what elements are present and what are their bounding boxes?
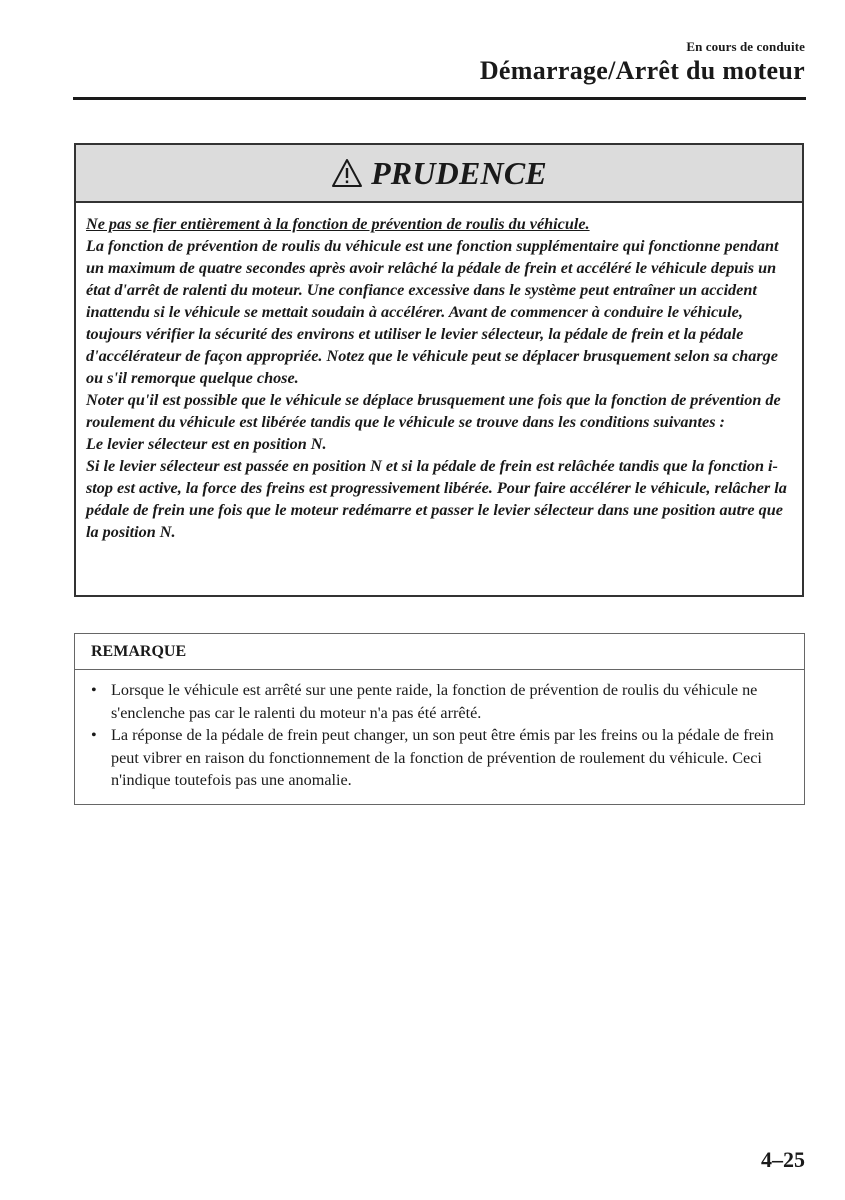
caution-paragraph: Noter qu'il est possible que le véhicule se déplace brusquement une fois que la fonction de prévention de roulement du véhicule est libérée tandis que le véhicule se trouve dans les conditions suivantes : <box>86 391 781 431</box>
caution-paragraph: Le levier sélecteur est en position N. <box>86 435 327 453</box>
list-item <box>89 724 796 792</box>
list-item <box>89 679 796 724</box>
caution-body <box>76 203 802 543</box>
bullet-icon: • <box>91 681 97 699</box>
caution-box <box>74 143 804 597</box>
header-divider <box>73 97 806 100</box>
note-box <box>74 633 805 805</box>
warning-triangle-icon <box>331 158 363 188</box>
bullet-icon: • <box>91 726 97 744</box>
caution-paragraph: Si le levier sélecteur est passée en position N et si la pédale de frein est relâchée tandis que la fonction i-stop est active, la force des freins est progressivement libérée. Pour faire accélérer le véhicule, relâcher la pédale de frein une fois que le moteur redémarre et passer le levier sélecteur dans une position autre que la position N. <box>86 457 787 541</box>
note-item-text: La réponse de la pédale de frein peut changer, un son peut être émis par les freins ou la pédale de frein peut vibrer en raison du fonctionnement de la fonction de prévention de roulement du véhicule. Ceci n'indique toutefois pas une anomalie. <box>111 726 774 789</box>
section-label: En cours de conduite <box>686 39 805 54</box>
note-title: REMARQUE <box>75 634 804 670</box>
note-list <box>89 679 796 792</box>
caution-header <box>76 145 802 203</box>
note-body <box>75 670 804 792</box>
page-title: Démarrage/Arrêt du moteur <box>479 56 805 85</box>
note-item-text: Lorsque le véhicule est arrêté sur une pente raide, la fonction de prévention de roulis du véhicule ne s'enclenche pas car le ralenti du moteur n'a pas été arrêté. <box>111 681 758 722</box>
caution-paragraph: La fonction de prévention de roulis du véhicule est une fonction supplémentaire qui fonctionne pendant un maximum de quatre secondes après avoir relâché la pédale de frein et accéléré le véhicule depuis un état d'arrêt de ralenti du moteur. Une confiance excessive dans le système peut entraîner un accident inattendu si le véhicule se mettait soudain à accélérer. Avant de commencer à conduire le véhicule, toujours vérifier la sécurité des environs et utiliser le levier sélecteur, la pédale de frein et la pédale d'accélérateur de façon appropriée. Notez que le véhicule peut se déplacer brusquement selon sa charge ou s'il remorque quelque chose. <box>86 237 779 387</box>
caution-lead: Ne pas se fier entièrement à la fonction de prévention de roulis du véhicule. <box>86 215 590 233</box>
caution-title: PRUDENCE <box>371 154 547 191</box>
page-number: 4–25 <box>761 1147 805 1172</box>
